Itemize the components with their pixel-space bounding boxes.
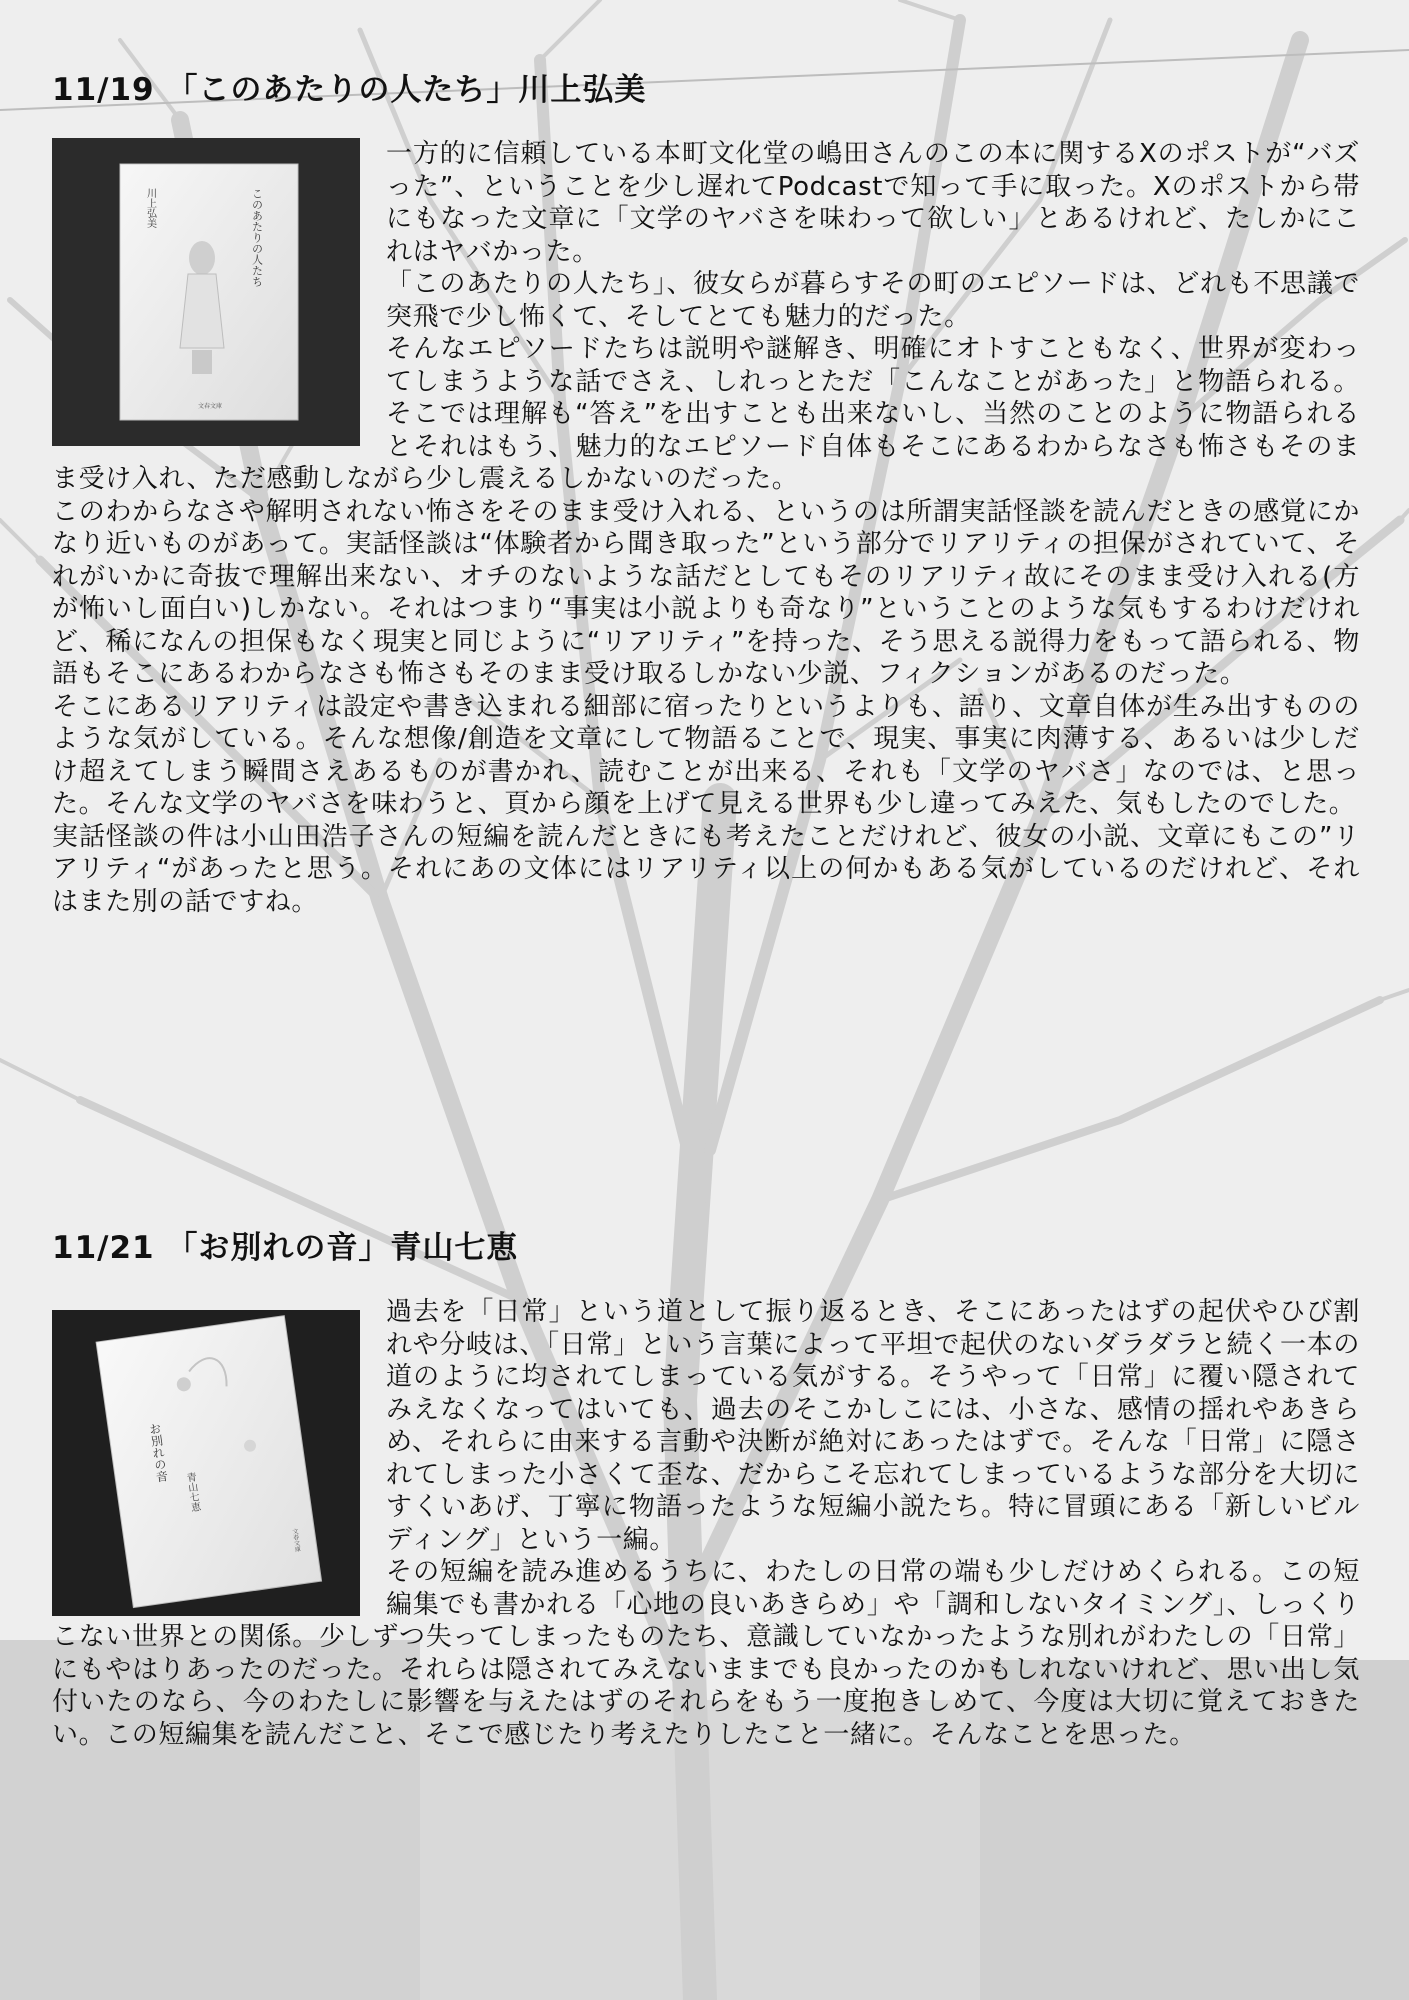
paragraph: 一方的に信頼している本町文化堂の嶋田さんのこの本に関するXのポストが“バズった”、ということを少し遅れてPodcastで知って手に取った。Xのポストから帯にもなった文章に「文学のヤバさを味わって欲しい」とあるけれど、たしかにこれはヤバかった。 bbox=[386, 139, 1360, 267]
cover-title-text: お別れの音 bbox=[146, 1421, 170, 1484]
review-entry bbox=[52, 68, 1360, 918]
entry-title: 11/21 「お別れの音」青山七恵 bbox=[52, 1230, 519, 1266]
paragraph: 過去を「日常」という道として振り返るとき、そこにあったはずの起伏やひび割れや分岐は、「日常」という言葉によって平坦で起伏のないダラダラと続く一本の道のように均されてしまっている気がする。そうやって「日常」に覆い隠されてみえなくなってはいても、過去のそこかしこには、小さな、感情の揺れやあきらめ、それらに由来する言動や決断が絶対にあったはずで。そんな「日常」に隠されてしまった小さくて歪な、だからこそ忘れてしまっているような部分を大切にすくいあげ、丁寧に物語ったような短編小説たち。特に冒頭にある「新しいビルディング」という一編。 bbox=[386, 1297, 1360, 1555]
paragraph: その短編を読み進めるうちに、わたしの日常の端も少しだけめくられる。この短編集でも書かれる「心地の良いあきらめ」や「調和しないタイミング」、しっくりこない世界との関係。少しずつ失ってしまったものたち、意識していなかったような別れがわたしの「日常」にもやはりあったのだった。それらは隠されてみえないままでも良かったのかもしれないけれど、思い出し気付いたのなら、今のわたしに影響を与えたはずのそれらをもう一度抱きしめて、今度は大切に覚えておきたい。この短編集を読んだこと、そこで感じたり考えたりしたこと一緒に。そんなことを思った。 bbox=[52, 1557, 1360, 1750]
book-cover-photo bbox=[52, 138, 360, 446]
review-entry bbox=[52, 1226, 1360, 1751]
cover-publisher-text: 文春文庫 bbox=[198, 403, 223, 410]
cover-publisher-text: 文春文庫 bbox=[290, 1527, 301, 1553]
paragraph: 「このあたりの人たち」、彼女らが暮らすその町のエピソードは、どれも不思議で突飛で少し怖くて、そしてとても魅力的だった。 bbox=[386, 269, 1360, 332]
cover-author-text: 青山七恵 bbox=[183, 1471, 201, 1513]
paragraph: そんなエピソードたちは説明や謎解き、明確にオトすこともなく、世界が変わってしまうような話でさえ、しれっとただ「こんなことがあった」と物語られる。そこでは理解も“答え”を出すことも出来ないし、当然のことのように物語られるとそれはもう、魅力的なエピソード自体もそこにあるわからなさも怖さもそのまま受け入れ、ただ感動しながら少し震えるしかないのだった。 bbox=[52, 334, 1360, 494]
book-cover-photo bbox=[52, 1310, 360, 1616]
paragraph: このわからなさや解明されない怖さをそのまま受け入れる、というのは所謂実話怪談を読んだときの感覚にかなり近いものがあって。実話怪談は“体験者から聞き取った”という部分でリアリティの担保がされていて、それがいかに奇抜で理解出来ない、オチのないような話だとしてもそのリアリティ故にそのまま受け入れる(方が怖いし面白い)しかない。それはつまり“事実は小説よりも奇なり”ということのような気もするわけだけれど、稀になんの担保もなく現実と同じように“リアリティ”を持った、そう思える説得力をもって語られる、物語もそこにあるわからなさも怖さもそのまま受け取るしかない少説、フィクションがあるのだった。 bbox=[52, 496, 1360, 689]
cover-author-text: 川上弘美 bbox=[144, 188, 156, 228]
entry-title: 11/19 「このあたりの人たち」川上弘美 bbox=[52, 72, 647, 108]
cover-title-text: このあたりの人たち bbox=[250, 188, 264, 287]
paragraph: 実話怪談の件は小山田浩子さんの短編を読んだときにも考えたことだけれど、彼女の小説、文章にもこの”リアリティ“があったと思う。それにあの文体にはリアリティ以上の何かもある気がしているのだけれど、それはまた別の話ですね。 bbox=[52, 821, 1360, 917]
paragraph: そこにあるリアリティは設定や書き込まれる細部に宿ったりというよりも、語り、文章自体が生み出すもののような気がしている。そんな想像/創造を文章にして物語ることで、現実、事実に肉薄する、あるいは少しだけ超えてしまう瞬間さえあるものが書かれ、読むことが出来る、それも「文学のヤバさ」なのでは、と思った。そんな文学のヤバさを味わうと、頁から顔を上げて見える世界も少し違ってみえた、気もしたのでした。 bbox=[52, 691, 1360, 819]
